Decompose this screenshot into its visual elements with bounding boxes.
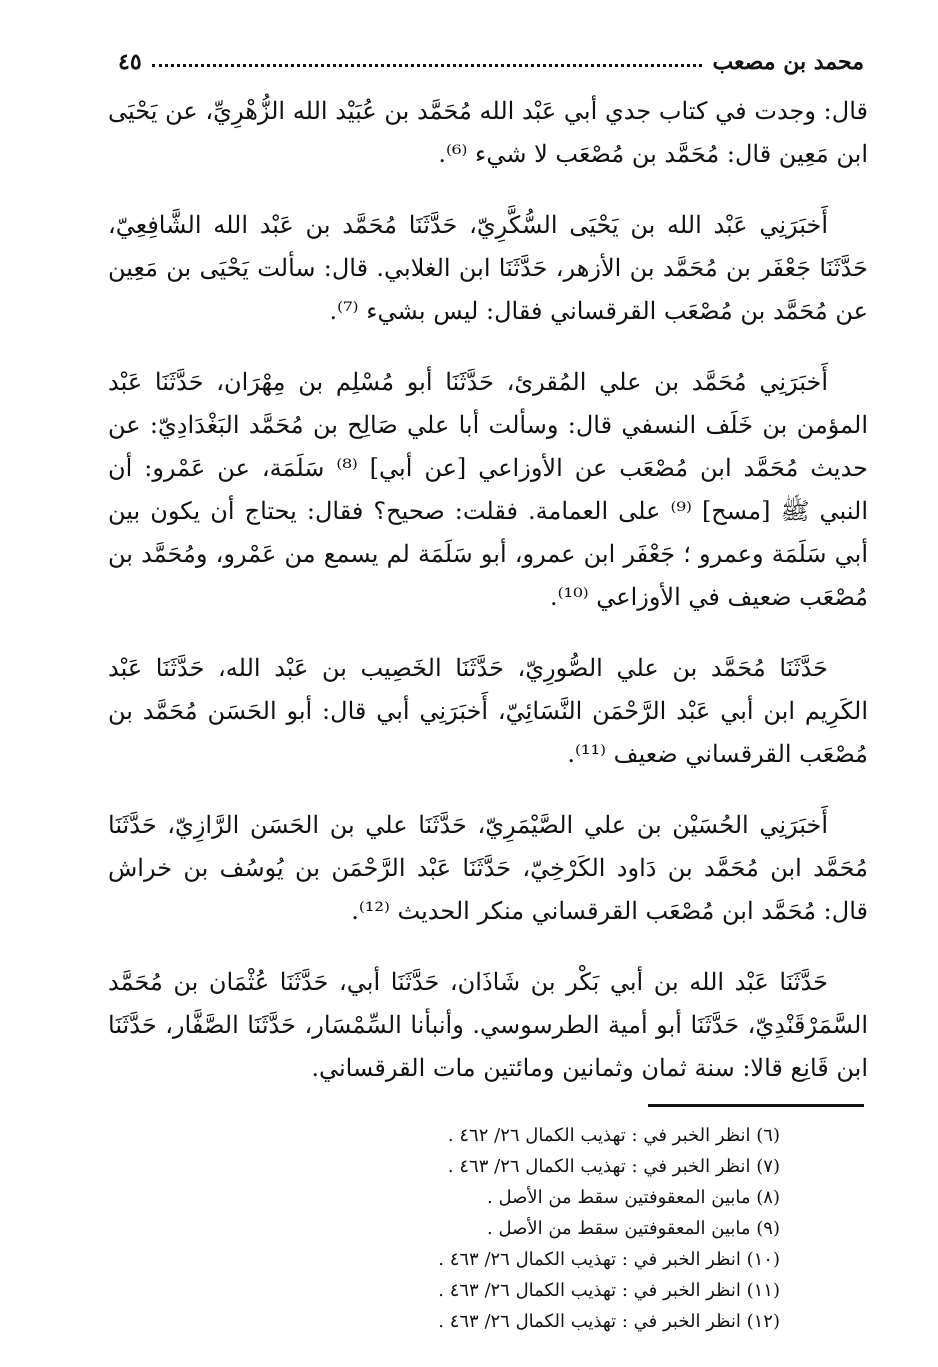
footnotes bbox=[380, 1120, 780, 1337]
footnote: (١٠) انظر الخبر في : تهذيب الكمال ٢٦/ ٤٦٣ . bbox=[438, 1249, 780, 1270]
dotted-leader bbox=[152, 54, 703, 67]
footnote: (١٢) انظر الخبر في : تهذيب الكمال ٢٦/ ٤٦٣ . bbox=[438, 1311, 780, 1332]
paragraph: أَخبَرَنِي مُحَمَّد بن علي المُقرئ، حَدَّثَنَا أبو مُسْلِم بن مِهْرَان، حَدَّثَنَا عَبْد المؤمن بن خَلَف النسفي قال: وسألت أبا علي صَالِح بن مُحَمَّد البَغْدَادِيّ: عن حديث مُحَمَّد ابن مُصْعَب عن الأوزاعي [عن أبي] ⁽⁸⁾ سَلَمَة، عن عَمْرو: أن النبي ﷺ [مسح] ⁽⁹⁾ على العمامة. فقلت: صحيح؟ فقال: يحتاج أن يكون بين أبي سَلَمَة وعمرو ؛ جَعْفَر ابن عمرو، أبو سَلَمَة لم يسمع من عَمْرو، ومُحَمَّد بن مُصْعَب ضعيف في الأوزاعي ⁽¹⁰⁾. bbox=[108, 368, 869, 611]
paragraph: حَدَّثَنَا مُحَمَّد بن علي الصُّورِيّ، حَدَّثَنَا الخَصِيب بن عَبْد الله، حَدَّثَنَا عَبْد الكَرِيم ابن أبي عَبْد الرَّحْمَن النَّسَائِيّ، أَخبَرَنِي أبي قال: أبو الحَسَن مُحَمَّد بن مُصْعَب القرقساني ضعيف ⁽¹¹⁾. bbox=[108, 654, 868, 768]
page-header bbox=[118, 44, 864, 80]
page-number: ٤٥ bbox=[118, 49, 142, 75]
paragraph: أَخبَرَنِي الحُسَيْن بن علي الصَّيْمَرِيّ، حَدَّثَنَا علي بن الحَسَن الرَّازِيّ، حَدَّثَنَا مُحَمَّد ابن مُحَمَّد بن دَاود الكَرْخِيّ، حَدَّثَنَا عَبْد الرَّحْمَن بن يُوسُف بن خراش قال: مُحَمَّد ابن مُصْعَب القرقساني منكر الحديث ⁽¹²⁾. bbox=[108, 811, 868, 925]
footnote-divider bbox=[648, 1104, 864, 1107]
paragraph: قال: وجدت في كتاب جدي أبي عَبْد الله مُحَمَّد بن عُبَيْد الله الزُّهْرِيِّ، عن يَحْيَى ابن مَعِين قال: مُحَمَّد بن مُصْعَب لا شيء ⁽⁶⁾. bbox=[108, 97, 868, 168]
footnote: (٦) انظر الخبر في : تهذيب الكمال ٢٦/ ٤٦٢ . bbox=[447, 1125, 780, 1146]
footnote: (١١) انظر الخبر في : تهذيب الكمال ٢٦/ ٤٦٣ . bbox=[438, 1280, 780, 1301]
running-title: محمد بن مصعب bbox=[712, 49, 864, 75]
footnote: (٨) مابين المعقوفتين سقط من الأصل . bbox=[487, 1187, 780, 1208]
footnote: (٩) مابين المعقوفتين سقط من الأصل . bbox=[487, 1218, 780, 1239]
main-text bbox=[108, 90, 868, 1118]
footnote: (٧) انظر الخبر في : تهذيب الكمال ٢٦/ ٤٦٣ . bbox=[447, 1156, 780, 1177]
paragraph: أَخبَرَنِي عَبْد الله بن يَحْيَى السُّكَّرِيّ، حَدَّثَنَا مُحَمَّد بن عَبْد الله الشَّافِعِيّ، حَدَّثَنَا جَعْفَر بن مُحَمَّد بن الأزهر، حَدَّثَنَا ابن الغلابي. قال: سألت يَحْيَى بن مَعِين عن مُحَمَّد بن مُصْعَب القرقساني فقال: ليس بشيء ⁽⁷⁾. bbox=[108, 211, 868, 325]
paragraph: حَدَّثَنَا عَبْد الله بن أبي بَكْر بن شَاذَان، حَدَّثَنَا أبي، حَدَّثَنَا عُثْمَان بن مُحَمَّد السَّمَرْقَنْدِيّ، حَدَّثَنَا أبو أمية الطرسوسي. وأنبأنا السِّمْسَار، حَدَّثَنَا الصَّفَّار، حَدَّثَنَا ابن قَانِع قالا: سنة ثمان وثمانين ومائتين مات القرقساني. bbox=[108, 968, 868, 1082]
